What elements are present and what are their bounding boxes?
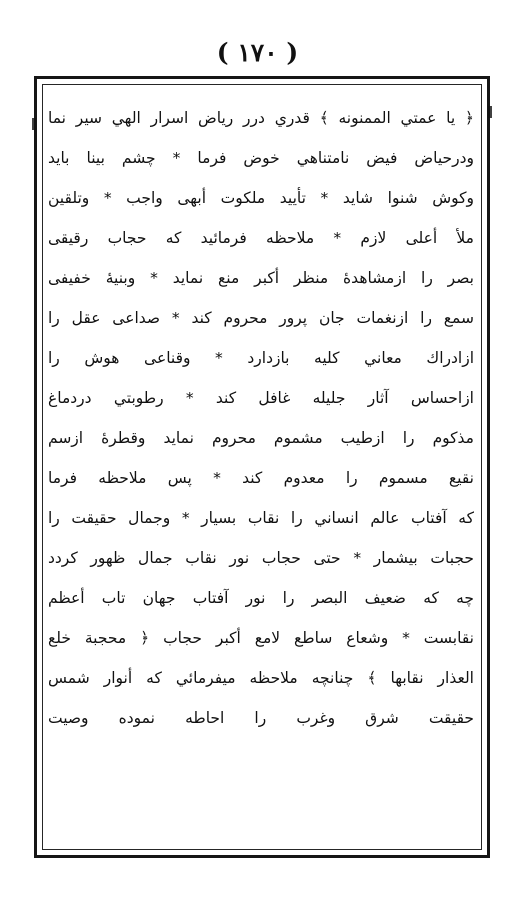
text-line-4: ملأ أعلى لازم * ملاحظه فرمائيد كه حجاب رقيقى	[48, 229, 474, 247]
left-margin-mark	[32, 118, 36, 130]
text-line-12: حجبات بيشمار * حتى حجاب نور نقاب جمال ظهور كردد	[48, 549, 474, 567]
text-line-1: ﴿ يا عمتي الممنونه ﴾ قدري درر رياض اسرار الهي سير نما	[48, 109, 474, 127]
text-line-16: حقيقت شرق وغرب را احاطه نموده وصيت	[48, 709, 474, 727]
text-line-15: العذار نقابها ﴾ چنانچه ملاحظه ميفرمائي كه أنوار شمس	[48, 669, 474, 687]
text-line-8: ازاحساس آثار جليله غافل كند * رطوبتي دردماغ	[48, 389, 474, 407]
right-margin-mark	[488, 106, 492, 118]
text-line-13: چه كه ضعيف البصر را نور آفتاب جهان تاب أعظم	[48, 589, 474, 607]
text-line-3: وكوش شنوا شايد * تأييد ملكوت أبهى واجب * وتلقين	[48, 189, 474, 207]
text-line-6: سمع را ازنغمات جان پرور محروم كند * صداعى عقل را	[48, 309, 474, 327]
text-line-5: بصر را ازمشاهدهٔ منظر أكبر منع نمايد * وبنيهٔ خفيفى	[48, 269, 474, 287]
page-number: ( ١٧٠ )	[216, 38, 299, 67]
text-line-10: نقيع مسموم را معدوم كند * پس ملاحظه فرما	[48, 469, 474, 487]
text-line-11: كه آفتاب عالم انساني را نقاب بسيار * وجمال حقيقت را	[48, 509, 474, 527]
main-text	[48, 98, 474, 842]
text-line-9: مذكوم را ازطيب مشموم محروم نمايد وقطرهٔ ازسم	[48, 429, 474, 447]
text-line-7: ازادراك معاني كليه بازدارد * وقناعى هوش را	[48, 349, 474, 367]
text-line-14: نقابست * وشعاع ساطع لامع أكبر حجاب ﴿ محجبة خلع	[48, 629, 474, 647]
text-line-2: ودرحياض فيض نامتناهي خوض فرما * چشم بينا بايد	[48, 149, 474, 167]
